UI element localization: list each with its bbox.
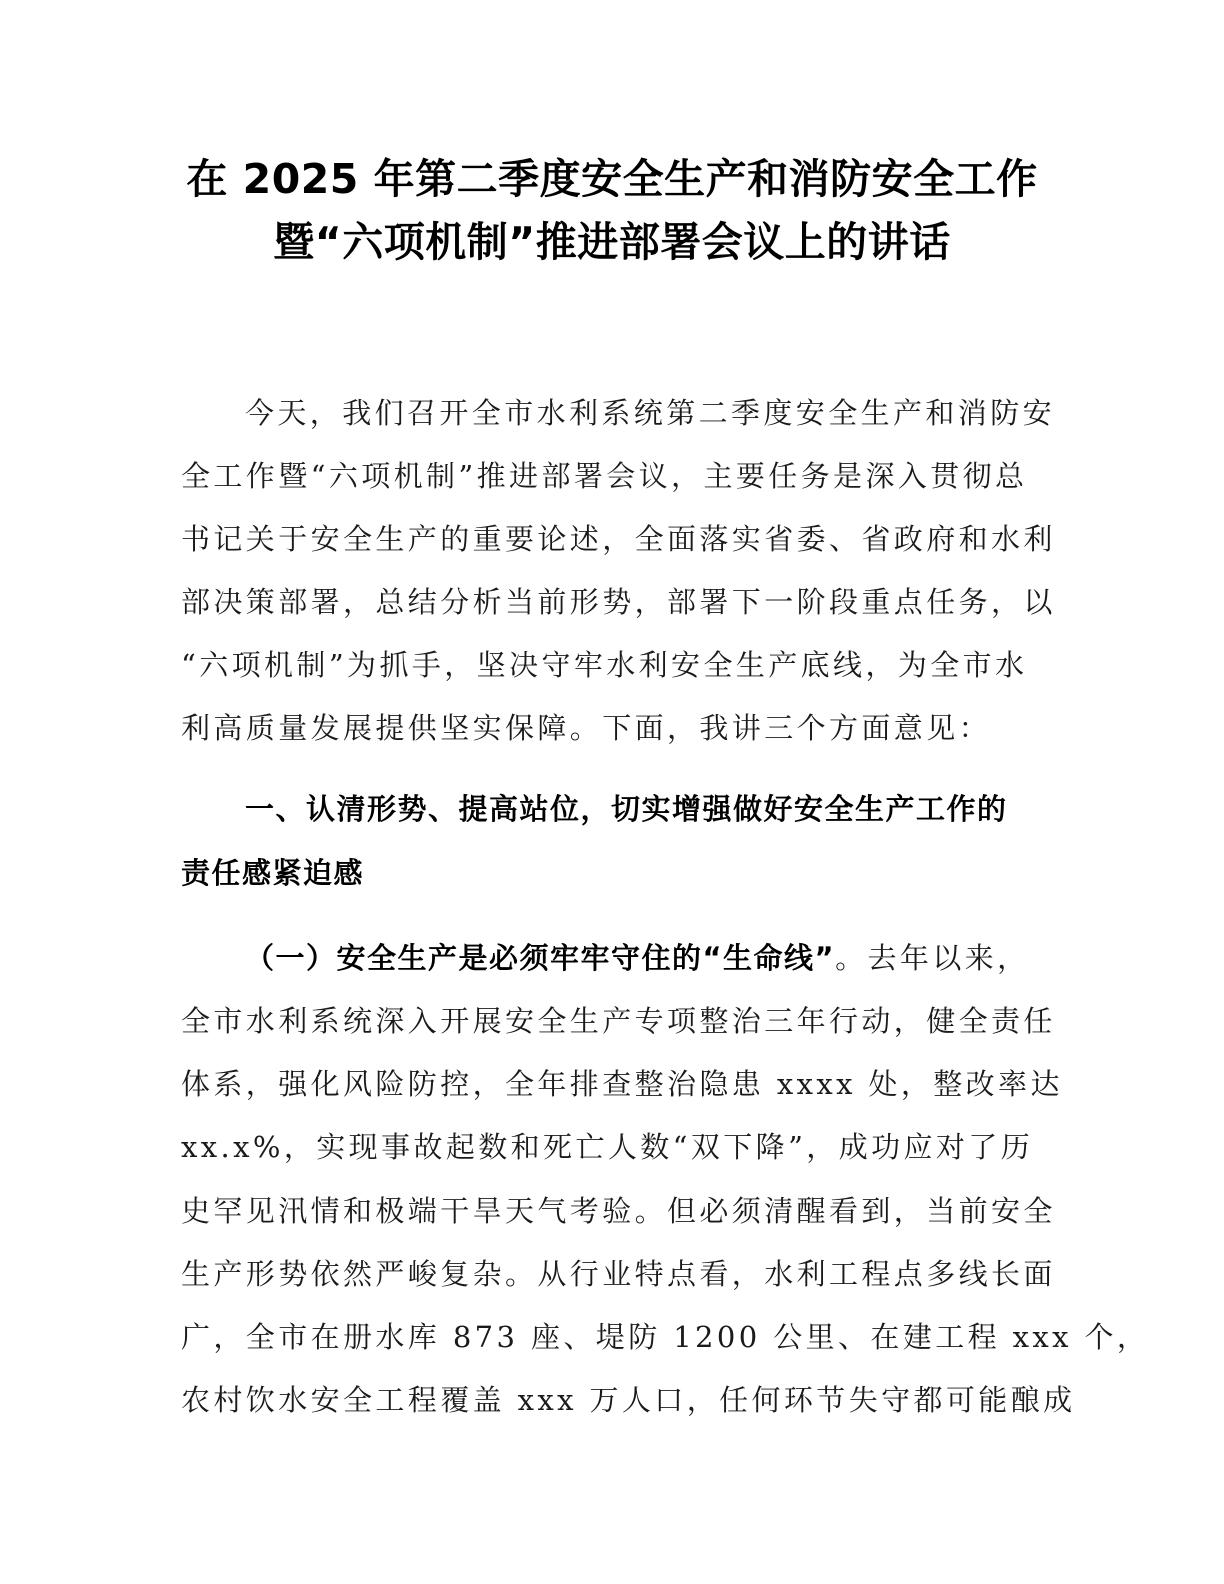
subsection-1-lead-text: 。去年以来，: [835, 941, 1030, 975]
title-line-2: 暨“六项机制”推进部署会议上的讲话: [273, 218, 951, 266]
section-1-heading-line-1: 一、认清形势、提高站位，切实增强做好安全生产工作的: [245, 792, 1008, 826]
subsection-1-first-line: [245, 938, 1115, 978]
title-line-1: 在 2025 年第二季度安全生产和消防安全工作: [186, 155, 1038, 203]
subsection-1-heading: （一）安全生产是必须牢牢守住的“生命线”: [245, 941, 836, 975]
subsection-1-line-6: 生产形势依然严峻复杂。从行业特点看，水利工程点多线长面: [181, 1257, 1056, 1291]
subsection-1-line-3: 体系，强化风险防控，全年排查整治隐患 xxxx 处，整改率达: [181, 1067, 1063, 1101]
intro-line-5: “六项机制”为抓手，坚决守牢水利安全生产底线，为全市水: [181, 648, 1028, 682]
intro-line-4: 部决策部署，总结分析当前形势，部署下一阶段重点任务，以: [181, 585, 1056, 619]
subsection-1-line-7: 广，全市在册水库 873 座、堤防 1200 公里、在建工程 xxx 个，: [181, 1320, 1150, 1354]
intro-line-1: 今天，我们召开全市水利系统第二季度安全生产和消防安: [245, 396, 1056, 430]
section-1-heading-line-2: 责任感紧迫感: [181, 856, 365, 890]
document-title: [150, 148, 1074, 274]
intro-line-3: 书记关于安全生产的重要论述，全面落实省委、省政府和水利: [181, 522, 1056, 556]
intro-line-6: 利高质量发展提供坚实保障。下面，我讲三个方面意见：: [181, 711, 992, 745]
subsection-1-line-4: xx.x%，实现事故起数和死亡人数“双下降”，成功应对了历: [181, 1130, 1034, 1164]
intro-line-2: 全工作暨“六项机制”推进部署会议，主要任务是深入贯彻总: [181, 459, 1028, 493]
subsection-1-line-5: 史罕见汛情和极端干旱天气考验。但必须清醒看到，当前安全: [181, 1194, 1056, 1228]
subsection-1-line-2: 全市水利系统深入开展安全生产专项整治三年行动，健全责任: [181, 1004, 1056, 1038]
subsection-1-line-8: 农村饮水安全工程覆盖 xxx 万人口，任何环节失守都可能酿成: [181, 1383, 1076, 1417]
